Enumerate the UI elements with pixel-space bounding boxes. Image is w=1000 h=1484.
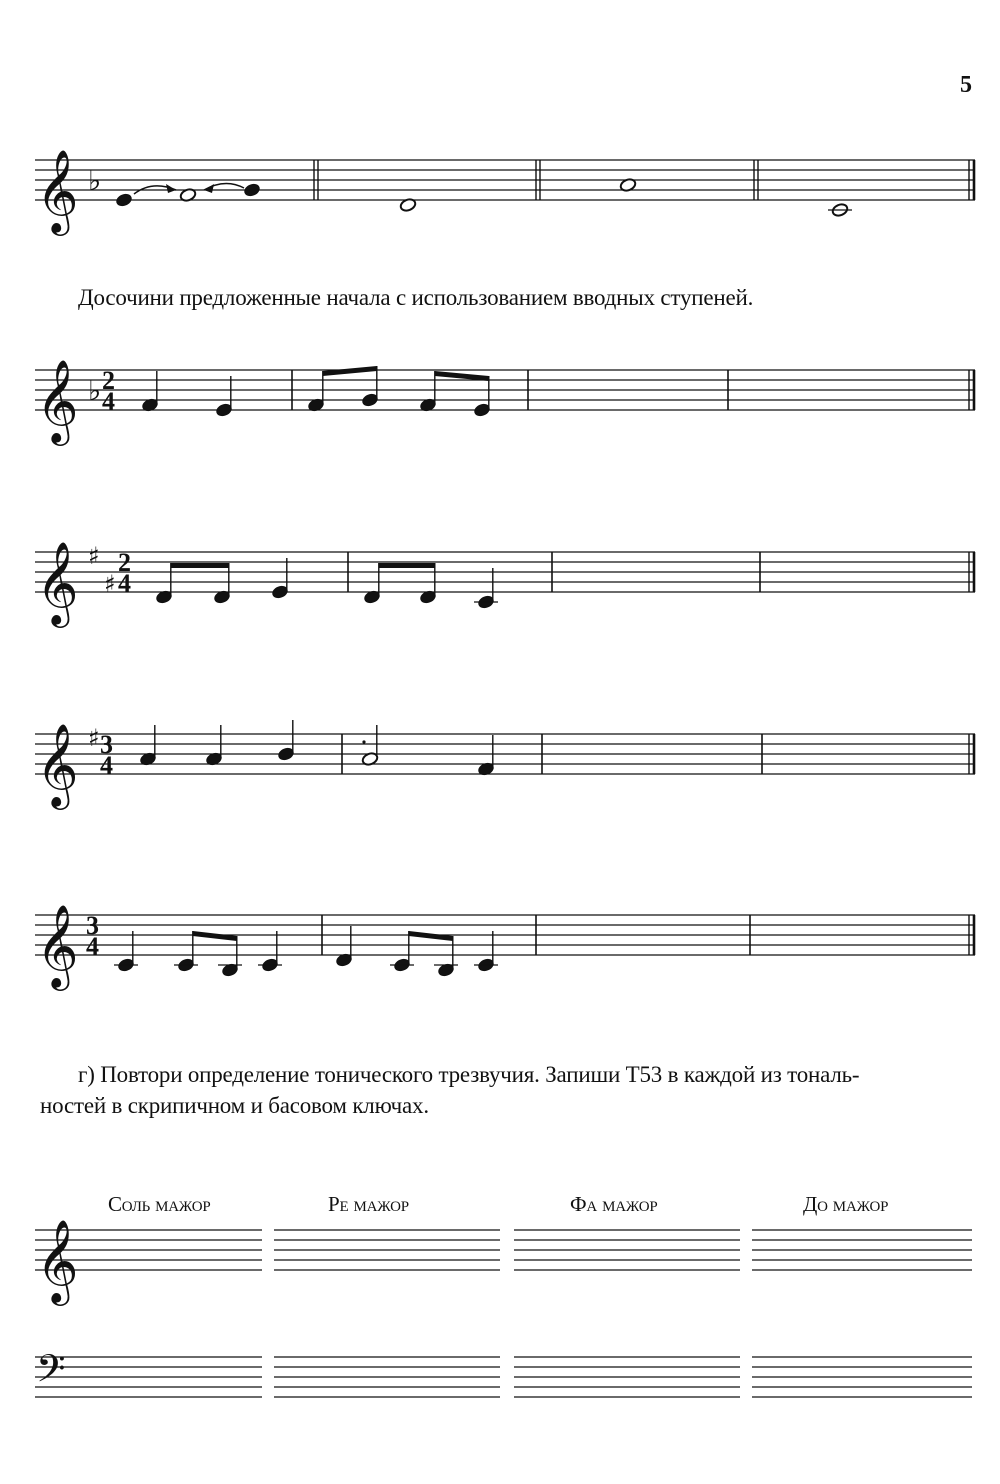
treble-clef: 𝄞 — [36, 903, 79, 987]
page-number: 5 — [960, 72, 972, 98]
time-signature-bottom: 4 — [100, 751, 113, 780]
treble-clef: 𝄞 — [36, 148, 79, 232]
treble-clef: 𝄞 — [36, 1218, 79, 1302]
time-signature-bottom: 4 — [118, 569, 131, 598]
time-signature-top: 2 — [118, 548, 131, 577]
treble-clef: 𝄞 — [36, 358, 79, 442]
task-g-line-1: г) Повтори определение тонического трезвучия. Запиши T53 в каждой из тональ- — [78, 1062, 860, 1087]
time-signature-top: 3 — [100, 730, 113, 759]
time-signature-bottom: 4 — [102, 387, 115, 416]
time-signature-bottom: 4 — [86, 932, 99, 961]
key-label-d-major: Ре мажор — [328, 1192, 409, 1216]
exercise-instruction: Досочини предложенные начала с использованием вводных ступеней. — [78, 285, 754, 310]
staccato-dot — [362, 740, 365, 743]
key-signature-sharp: ♯ — [88, 724, 100, 752]
key-signature-sharp-f: ♯ — [88, 542, 100, 570]
note-beam — [323, 366, 377, 376]
note-beam — [171, 563, 229, 568]
arrow-head-right — [166, 184, 176, 193]
key-label-f-major: Фа мажор — [570, 1192, 658, 1216]
treble-clef: 𝄞 — [36, 722, 79, 806]
note-head — [115, 192, 133, 207]
key-signature-flat: ♭ — [88, 374, 102, 407]
key-label-g-major: Соль мажор — [108, 1192, 211, 1216]
note-head — [243, 182, 261, 197]
key-signature-flat: ♭ — [88, 164, 102, 197]
time-signature-top: 2 — [102, 366, 115, 395]
time-signature-top: 3 — [86, 911, 99, 940]
note-beam — [409, 931, 453, 941]
treble-clef: 𝄞 — [36, 540, 79, 624]
key-signature-sharp-c: ♯ — [104, 570, 116, 598]
note-beam — [379, 563, 435, 568]
task-g-line-2: ностей в скрипичном и басовом ключах. — [40, 1093, 429, 1118]
bass-clef: 𝄢 — [36, 1346, 66, 1400]
key-label-c-major: До мажор — [803, 1192, 889, 1216]
note-beam — [193, 931, 237, 941]
